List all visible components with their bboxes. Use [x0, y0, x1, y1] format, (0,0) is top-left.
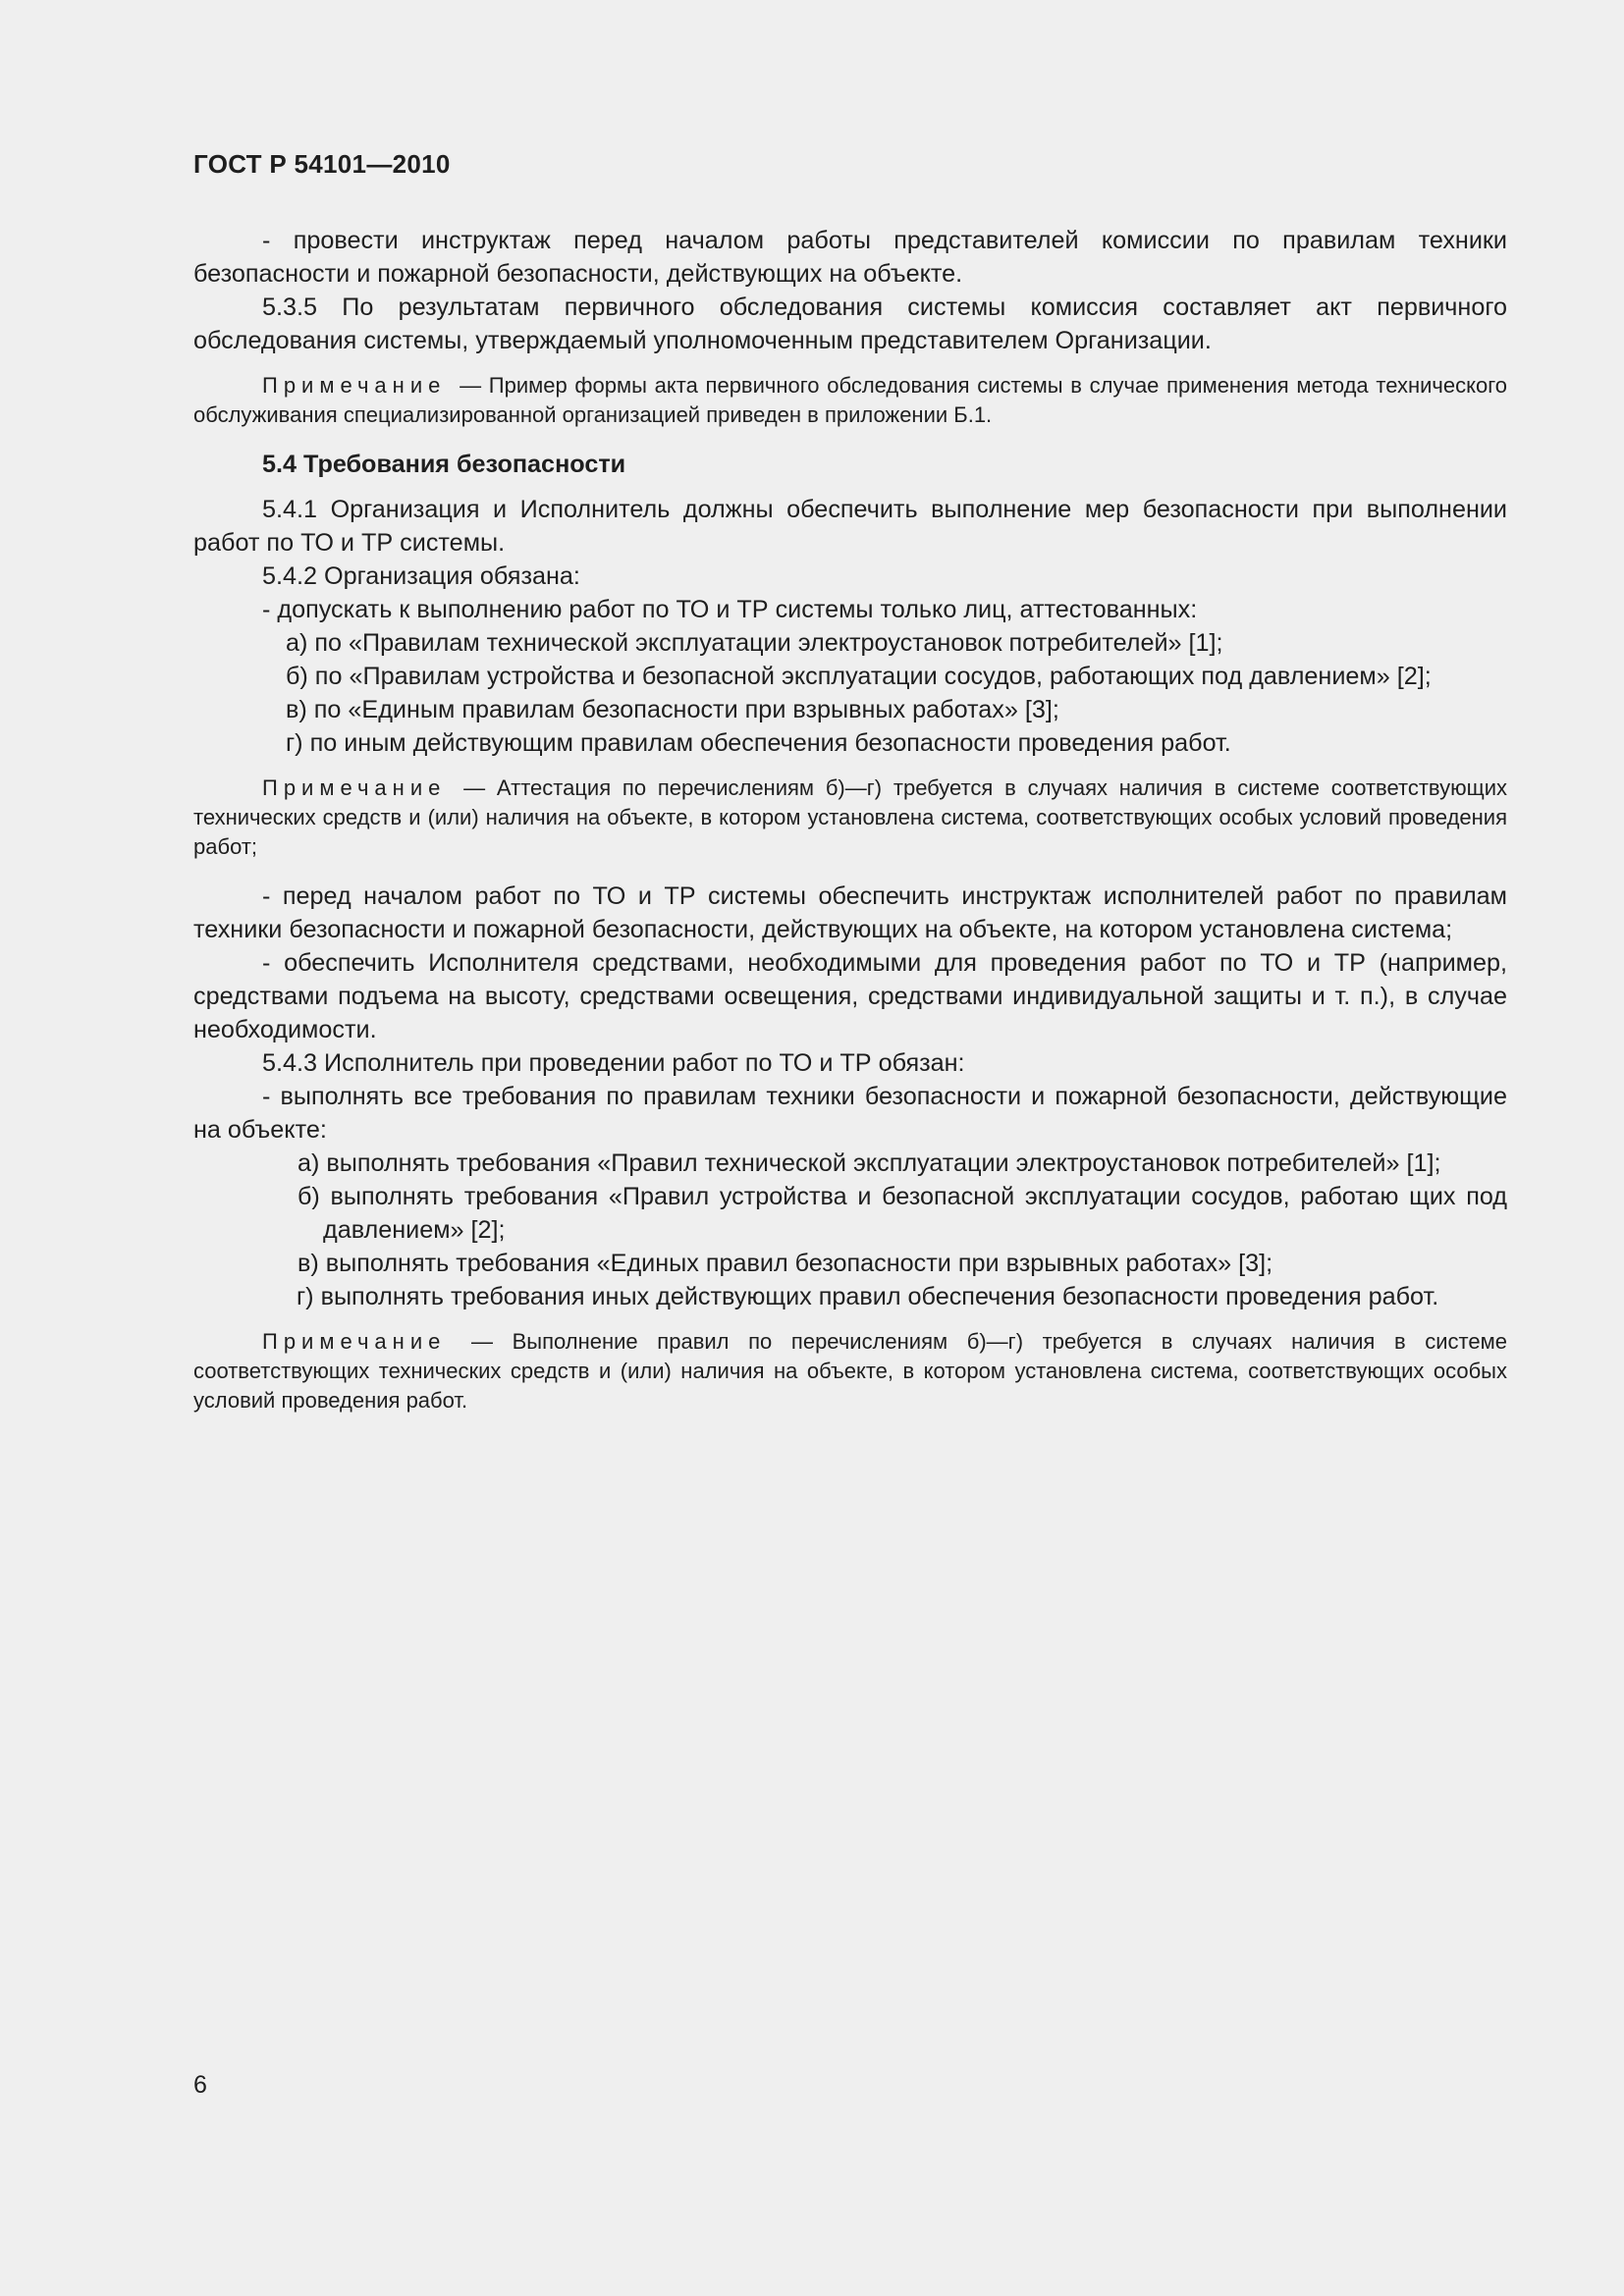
list-item: а) выполнять требования «Правил технической эксплуатации электроустановок потребителей» [1];: [298, 1149, 1441, 1177]
page-number: 6: [193, 2071, 207, 2099]
note: [193, 371, 1507, 430]
paragraph: 5.3.5 По результатам первичного обследования системы комиссия составляет акт первичного обследования системы, утверждаемый уполномоченным представителем Организации.: [193, 294, 1507, 354]
paragraph: 5.4.3 Исполнитель при проведении работ по ТО и ТР обязан:: [262, 1049, 965, 1077]
paragraph: - обеспечить Исполнителя средствами, необходимыми для проведения работ по ТО и ТР (например, средствами подъема на высоту, средствами освещения, средствами индивидуальной защиты и т. п.), в случае необходимости.: [193, 949, 1507, 1043]
note-text: — Выполнение правил по перечислениям б)—г) требуется в случаях наличия в системе соответствующих технических средств и (или) наличия на объекте, в котором установлена система, соответствующих особых условий проведения работ.: [193, 1329, 1507, 1413]
list-item: б) по «Правилам устройства и безопасной эксплуатации сосудов, работающих под давлением» [2];: [286, 663, 1432, 690]
paragraph: - выполнять все требования по правилам техники безопасности и пожарной безопасности, действующие на объекте:: [193, 1083, 1507, 1144]
note-text: — Пример формы акта первичного обследования системы в случае применения метода технического обслуживания специализированной организацией приведен в приложении Б.1.: [193, 373, 1507, 427]
note-label: Примечание: [262, 373, 447, 398]
document-body: [193, 224, 1507, 1433]
note-label: Примечание: [262, 1329, 447, 1354]
paragraph: 5.4.2 Организация обязана:: [262, 562, 580, 590]
note-text: — Аттестация по перечислениям б)—г) требуется в случаях наличия в системе соответствующих технических средств и (или) наличия на объекте, в котором установлена система, соответствующих особых условий проведения работ;: [193, 775, 1507, 859]
paragraph: - допускать к выполнению работ по ТО и ТР системы только лиц, аттестованных:: [262, 596, 1198, 623]
page-header: ГОСТ Р 54101—2010: [193, 149, 451, 179]
list-item: в) по «Единым правилам безопасности при взрывных работах» [3];: [286, 696, 1059, 723]
paragraph: - провести инструктаж перед началом работы представителей комиссии по правилам техники безопасности и пожарной безопасности, действующих на объекте.: [193, 227, 1507, 288]
paragraph: - перед началом работ по ТО и ТР системы обеспечить инструктаж исполнителей работ по правилам техники безопасности и пожарной безопасности, действующих на объекте, на котором установлена система;: [193, 882, 1507, 943]
list-item: в) выполнять требования «Единых правил безопасности при взрывных работах» [3];: [298, 1250, 1273, 1277]
list-item: г) выполнять требования иных действующих правил обеспечения безопасности проведения работ.: [297, 1283, 1439, 1310]
note: [193, 1327, 1507, 1415]
section-title: 5.4 Требования безопасности: [262, 451, 626, 478]
note-label: Примечание: [262, 775, 447, 800]
list-item: г) по иным действующим правилам обеспечения безопасности проведения работ.: [286, 729, 1231, 757]
note: [193, 774, 1507, 862]
list-item: а) по «Правилам технической эксплуатации электроустановок потребителей» [1];: [286, 629, 1223, 657]
paragraph: 5.4.1 Организация и Исполнитель должны обеспечить выполнение мер безопасности при выполнении работ по ТО и ТР системы.: [193, 496, 1507, 557]
list-item: б) выполнять требования «Правил устройства и безопасной эксплуатации сосудов, работаю щих под давлением» [2];: [298, 1183, 1507, 1244]
